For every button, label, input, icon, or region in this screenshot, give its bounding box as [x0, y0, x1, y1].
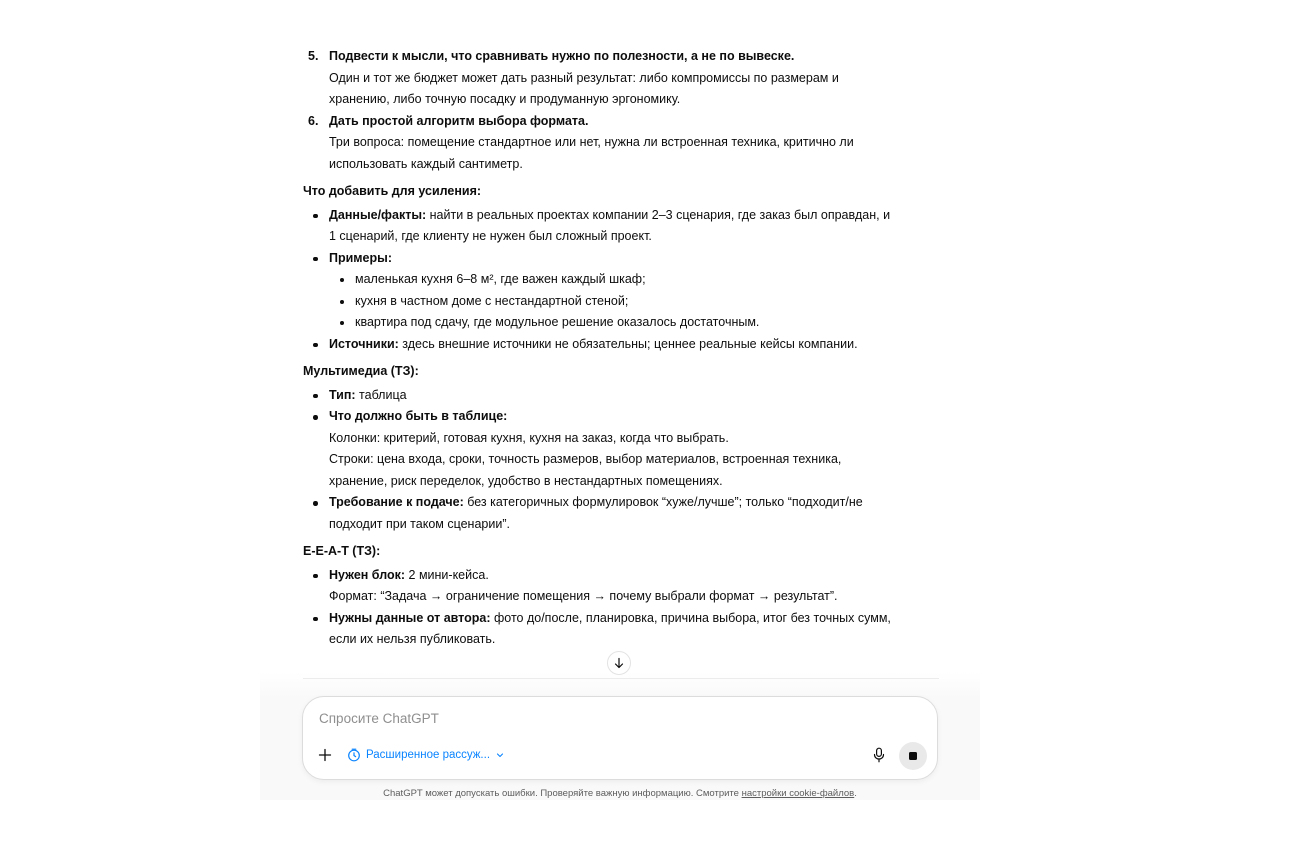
bullet-text-cont: Формат: “Задача → ограничение помещения → почему выбрали формат → результат”. [329, 589, 838, 603]
stop-generating-button[interactable] [899, 742, 927, 770]
bullet-label: Примеры: [329, 250, 392, 265]
item-number: 5. [308, 49, 319, 63]
prompt-input[interactable]: Спросите ChatGPT [319, 711, 439, 726]
section-heading: E-E-A-T (ТЗ): [303, 544, 381, 558]
sub-list-item: квартира под сдачу, где модульное решение оказалось достаточным. [303, 312, 943, 334]
list-item [303, 248, 943, 270]
item-line: Три вопроса: помещение стандартное или нет, нужна ли встроенная техника, критично ли [329, 135, 854, 149]
list-item [303, 608, 943, 651]
chevron-down-icon [495, 750, 505, 760]
footer-disclaimer [303, 788, 937, 799]
section-heading: Что добавить для усиления: [303, 184, 482, 198]
bullet-label: Данные/факты: [329, 207, 427, 222]
disclaimer-end: . [854, 788, 857, 799]
item-title: Подвести к мысли, что сравнивать нужно по полезности, а не по вывеске. [329, 49, 795, 63]
item-number: 6. [308, 113, 319, 128]
list-item [303, 334, 943, 356]
bullet-label: Источники: [329, 336, 399, 351]
stop-icon [909, 752, 917, 760]
reasoning-mode-label: Расширенное рассуж... [366, 749, 491, 761]
bullet-label: Требование к подаче: [329, 495, 464, 509]
bullet-text-cont: подходит при таком сценарии”. [329, 516, 510, 531]
bullet-list [303, 385, 943, 536]
timer-icon [347, 748, 361, 762]
bullet-label: Нужны данные от автора: [329, 610, 491, 625]
numbered-item [303, 46, 943, 111]
bullet-text-cont: Строки: цена входа, сроки, точность размеров, выбор материалов, встроенная техника, [329, 452, 842, 466]
bullet-text: 2 мини-кейса. [405, 567, 489, 582]
list-item [303, 565, 943, 608]
list-item [303, 406, 943, 492]
reasoning-mode-button[interactable] [347, 746, 505, 764]
assistant-message [303, 46, 943, 651]
bullet-label: Нужен блок: [329, 567, 406, 582]
bullet-text: фото до/после, планировка, причина выбора, итог без точных сумм, [490, 610, 891, 625]
bullet-label: Что должно быть в таблице: [329, 409, 508, 423]
add-attachment-button[interactable] [316, 746, 334, 764]
section-heading: Мультимедиа (ТЗ): [303, 364, 419, 378]
bullet-list [303, 205, 943, 356]
sub-list-item: кухня в частном доме с нестандартной стеной; [303, 291, 943, 313]
bullet-text-cont: если их нельзя публиковать. [329, 632, 496, 646]
sub-list-item: маленькая кухня 6–8 м², где важен каждый шкаф; [303, 269, 943, 291]
disclaimer-text: ChatGPT может допускать ошибки. Проверяйте важную информацию. Смотрите [383, 788, 742, 799]
list-item [303, 385, 943, 407]
bullet-text-cont: Колонки: критерий, готовая кухня, кухня на заказ, когда что выбрать. [329, 430, 729, 445]
composer [302, 696, 938, 780]
list-item [303, 205, 943, 248]
list-item [303, 492, 943, 535]
cookie-settings-link[interactable]: настройки cookie-файлов [741, 788, 855, 799]
arrow-down-icon [613, 657, 625, 669]
dictate-button[interactable] [870, 746, 888, 764]
divider [303, 678, 939, 679]
microphone-icon [872, 747, 886, 763]
bullet-text-cont: 1 сценарий, где клиенту не нужен был сложный проект. [329, 229, 652, 243]
scroll-to-bottom-button[interactable] [607, 651, 631, 675]
bullet-list [303, 565, 943, 651]
plus-icon [318, 748, 332, 762]
bullet-text: без категоричных формулировок “хуже/лучше”; только “подходит/не [463, 495, 863, 509]
item-line: Один и тот же бюджет может дать разный результат: либо компромиссы по размерам и [329, 70, 839, 85]
item-line: использовать каждый сантиметр. [329, 156, 523, 171]
bullet-text: здесь внешние источники не обязательны; ценнее реальные кейсы компании. [398, 336, 858, 351]
item-title: Дать простой алгоритм выбора формата. [329, 113, 589, 128]
bullet-text-cont: хранение, риск переделок, удобство в нестандартных помещениях. [329, 473, 723, 488]
bullet-text: таблица [355, 387, 407, 402]
item-line: хранению, либо точную посадку и продуманную эргономику. [329, 92, 681, 106]
bullet-label: Тип: [329, 387, 356, 402]
bullet-text: найти в реальных проектах компании 2–3 сценария, где заказ был оправдан, и [426, 207, 891, 222]
numbered-item [303, 111, 943, 176]
